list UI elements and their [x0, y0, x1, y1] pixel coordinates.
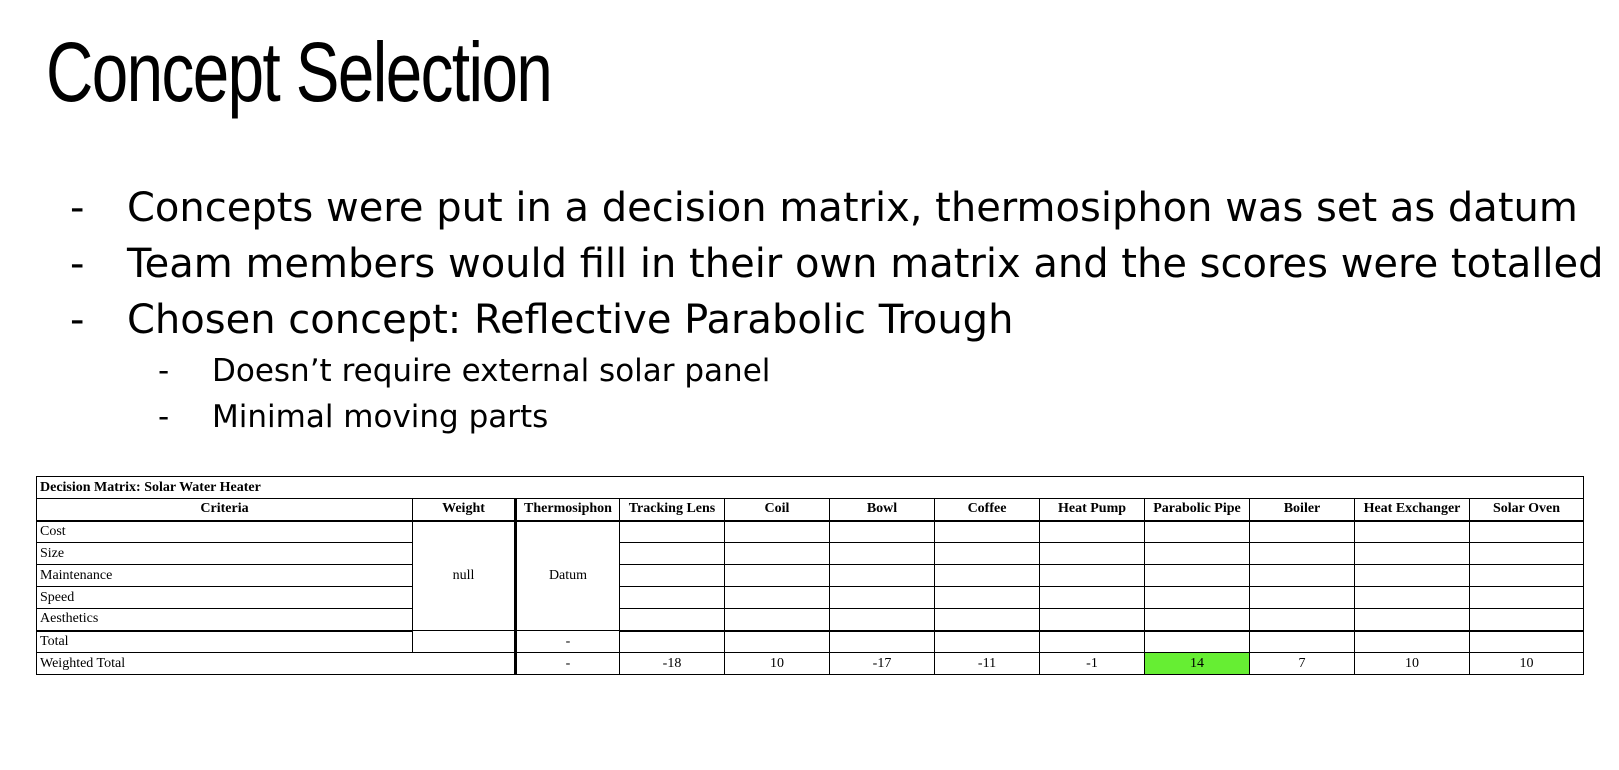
bullet-item — [0, 236, 1619, 292]
total-weight-cell — [413, 631, 516, 653]
bullet-item — [0, 180, 1619, 236]
bullet-item — [0, 292, 1619, 348]
score-cell — [1250, 543, 1355, 565]
header-criteria: Criteria — [37, 499, 413, 521]
total-cell — [1040, 631, 1145, 653]
header-weight: Weight — [413, 499, 516, 521]
matrix-header-row — [37, 499, 1584, 521]
score-cell — [830, 543, 935, 565]
weighted-total-heat-pump: -1 — [1040, 653, 1145, 675]
header-heat-exchanger: Heat Exchanger — [1355, 499, 1470, 521]
total-label: Total — [37, 631, 413, 653]
score-cell — [1470, 543, 1584, 565]
decision-matrix-table — [36, 476, 1584, 675]
sub-bullet-dash: - — [158, 353, 170, 389]
score-cell — [620, 565, 725, 587]
score-cell — [1040, 543, 1145, 565]
matrix-caption-row — [37, 477, 1584, 499]
criteria-row-aesthetics — [37, 609, 1584, 631]
score-cell — [620, 543, 725, 565]
score-cell — [830, 587, 935, 609]
criteria-row-maintenance — [37, 565, 1584, 587]
score-cell — [935, 609, 1040, 631]
score-cell — [935, 565, 1040, 587]
criteria-label: Cost — [37, 521, 413, 543]
score-cell — [1355, 609, 1470, 631]
weighted-datum-cell: - — [516, 653, 620, 675]
criteria-label: Maintenance — [37, 565, 413, 587]
score-cell — [725, 587, 830, 609]
criteria-row-cost — [37, 521, 1584, 543]
header-heat-pump: Heat Pump — [1040, 499, 1145, 521]
score-cell — [1355, 587, 1470, 609]
bullet-text: Concepts were put in a decision matrix, thermosiphon was set as datum — [127, 185, 1578, 231]
score-cell — [830, 609, 935, 631]
score-cell — [1040, 565, 1145, 587]
sub-bullet-dash: - — [158, 399, 170, 435]
score-cell — [620, 521, 725, 543]
total-cell — [1145, 631, 1250, 653]
score-cell — [1470, 609, 1584, 631]
total-cell — [1250, 631, 1355, 653]
score-cell — [935, 543, 1040, 565]
score-cell — [1470, 565, 1584, 587]
weighted-total-solar-oven: 10 — [1470, 653, 1584, 675]
criteria-row-size — [37, 543, 1584, 565]
header-bowl: Bowl — [830, 499, 935, 521]
score-cell — [1145, 543, 1250, 565]
total-datum-cell: - — [516, 631, 620, 653]
bullet-list — [0, 180, 1619, 440]
total-row — [37, 631, 1584, 653]
score-cell — [935, 521, 1040, 543]
bullet-dash: - — [70, 297, 85, 343]
score-cell — [1040, 609, 1145, 631]
header-parabolic-pipe: Parabolic Pipe — [1145, 499, 1250, 521]
header-coffee: Coffee — [935, 499, 1040, 521]
total-cell — [935, 631, 1040, 653]
header-thermosiphon: Thermosiphon — [516, 499, 620, 521]
score-cell — [725, 565, 830, 587]
score-cell — [1470, 521, 1584, 543]
sub-bullet-item — [0, 394, 1619, 440]
score-cell — [725, 609, 830, 631]
score-cell — [620, 609, 725, 631]
criteria-label: Aesthetics — [37, 609, 413, 631]
score-cell — [935, 587, 1040, 609]
bullet-text: Chosen concept: Reflective Parabolic Trough — [127, 297, 1014, 343]
score-cell — [725, 543, 830, 565]
score-cell — [1145, 587, 1250, 609]
weighted-total-tracking-lens: -18 — [620, 653, 725, 675]
total-cell — [830, 631, 935, 653]
matrix-caption: Decision Matrix: Solar Water Heater — [37, 477, 1584, 499]
score-cell — [1040, 521, 1145, 543]
score-cell — [1250, 521, 1355, 543]
header-solar-oven: Solar Oven — [1470, 499, 1584, 521]
score-cell — [1250, 609, 1355, 631]
total-cell — [1470, 631, 1584, 653]
weighted-total-label: Weighted Total — [37, 653, 516, 675]
weighted-total-parabolic-pipe: 14 — [1145, 653, 1250, 675]
sub-bullet-item — [0, 348, 1619, 394]
score-cell — [620, 587, 725, 609]
sub-bullet-text: Minimal moving parts — [212, 399, 549, 435]
weighted-total-row — [37, 653, 1584, 675]
score-cell — [830, 521, 935, 543]
sub-bullet-text: Doesn’t require external solar panel — [212, 353, 771, 389]
score-cell — [1355, 543, 1470, 565]
bullet-text: Team members would fill in their own matrix and the scores were totalled — [127, 241, 1604, 287]
slide-title: Concept Selection — [46, 25, 552, 119]
score-cell — [725, 521, 830, 543]
weighted-total-coil: 10 — [725, 653, 830, 675]
score-cell — [1355, 565, 1470, 587]
weighted-total-heat-exchanger: 10 — [1355, 653, 1470, 675]
total-cell — [620, 631, 725, 653]
header-tracking-lens: Tracking Lens — [620, 499, 725, 521]
total-cell — [1355, 631, 1470, 653]
datum-cell: Datum — [516, 521, 620, 631]
weight-cell: null — [413, 521, 516, 631]
weighted-total-boiler: 7 — [1250, 653, 1355, 675]
score-cell — [1470, 587, 1584, 609]
score-cell — [1355, 521, 1470, 543]
criteria-row-speed — [37, 587, 1584, 609]
criteria-label: Size — [37, 543, 413, 565]
score-cell — [830, 565, 935, 587]
bullet-dash: - — [70, 241, 85, 287]
bullet-dash: - — [70, 185, 85, 231]
header-boiler: Boiler — [1250, 499, 1355, 521]
score-cell — [1145, 565, 1250, 587]
total-cell — [725, 631, 830, 653]
score-cell — [1250, 565, 1355, 587]
score-cell — [1145, 521, 1250, 543]
header-coil: Coil — [725, 499, 830, 521]
score-cell — [1145, 609, 1250, 631]
score-cell — [1250, 587, 1355, 609]
weighted-total-bowl: -17 — [830, 653, 935, 675]
criteria-label: Speed — [37, 587, 413, 609]
weighted-total-coffee: -11 — [935, 653, 1040, 675]
score-cell — [1040, 587, 1145, 609]
